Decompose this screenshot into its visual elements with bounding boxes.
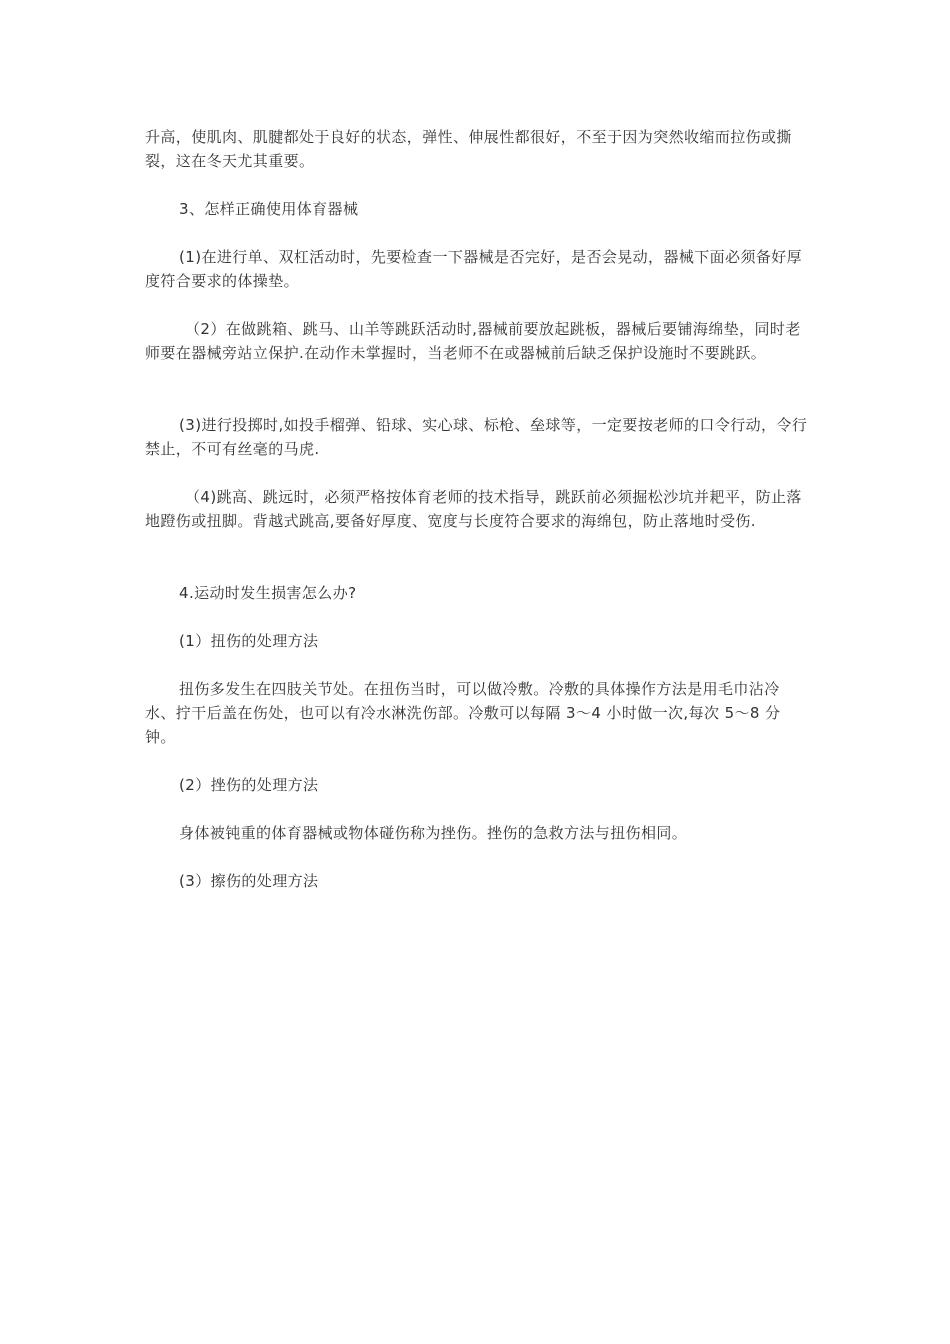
heading-injury-handling: 4.运动时发生损害怎么办? [179, 584, 357, 602]
paragraph-vaulting: （2）在做跳箱、跳马、山羊等跳跃活动时,器械前要放起跳板，器械后要铺海绵垫，同时老师要在器械旁站立保护.在动作未掌握时，当老师不在或器械前后缺乏保护设施时不要跳跃。 [145, 320, 801, 362]
heading-sprain: (1）扭伤的处理方法 [179, 632, 319, 650]
paragraph-contusion: 身体被钝重的体育器械或物体碰伤称为挫伤。挫伤的急救方法与扭伤相同。 [179, 824, 688, 842]
paragraph-warmup-continuation: 升高，使肌肉、肌腱都处于良好的状态，弹性、伸展性都很好，不至于因为突然收缩而拉伤或撕裂，这在冬天尤其重要。 [145, 128, 792, 170]
paragraph-bars: (1)在进行单、双杠活动时，先要检查一下器械是否完好，是否会晃动，器械下面必须备好厚度符合要求的体操垫。 [145, 248, 803, 290]
paragraph-sprain: 扭伤多发生在四肢关节处。在扭伤当时，可以做冷敷。冷敷的具体操作方法是用毛巾沾冷水、拧干后盖在伤处，也可以有冷水淋洗伤部。冷敷可以每隔 3～4 小时做一次,每次 5～8 分钟。 [145, 680, 781, 746]
paragraph-jumping: （4)跳高、跳远时，必须严格按体育老师的技术指导，跳跃前必须掘松沙坑并耙平，防止落地蹬伤或扭脚。背越式跳高,要备好厚度、宽度与长度符合要求的海绵包，防止落地时受伤. [145, 488, 802, 530]
heading-abrasion: (3）擦伤的处理方法 [179, 872, 319, 890]
paragraph-throwing: (3)进行投掷时,如投手榴弹、铅球、实心球、标枪、垒球等，一定要按老师的口令行动，令行禁止，不可有丝毫的马虎. [145, 416, 808, 458]
heading-contusion: (2）挫伤的处理方法 [179, 776, 319, 794]
heading-equipment-usage: 3、怎样正确使用体育器械 [179, 200, 359, 218]
